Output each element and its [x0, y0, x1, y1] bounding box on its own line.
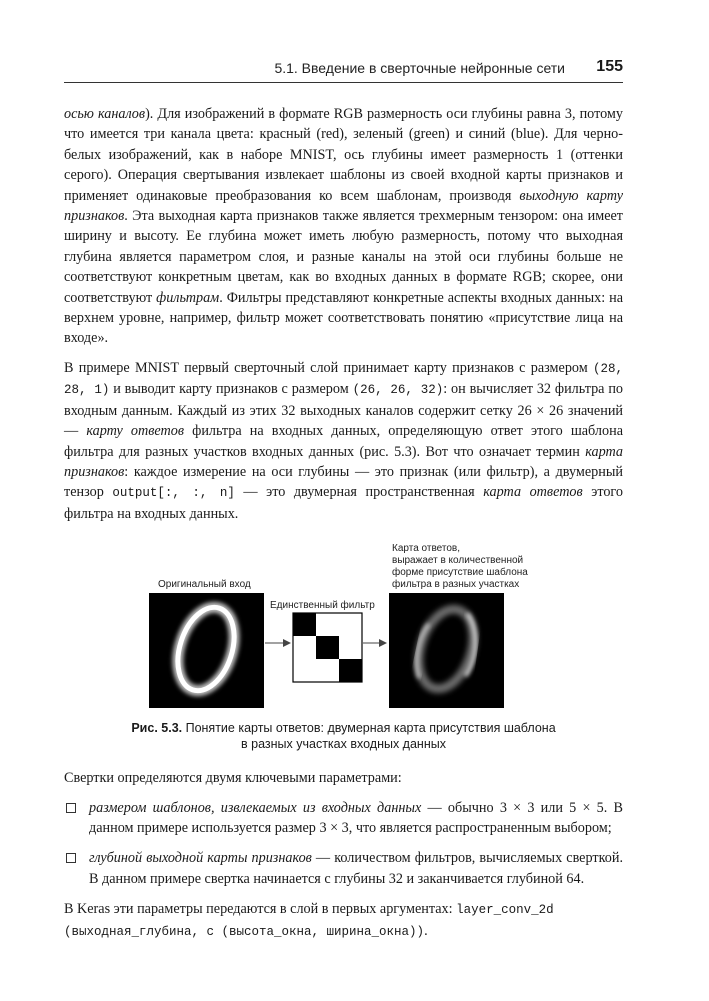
checkbox-bullet-icon — [66, 803, 76, 813]
caption-number: Рис. 5.3. — [131, 721, 183, 736]
label-single-filter: Единственный фильтр — [270, 600, 375, 612]
label-original-input: Оригинальный вход — [158, 579, 251, 591]
code-layer-conv-2d: layer_conv_2d — [456, 903, 554, 918]
code-layer-args: (выходная_глубина, c (высота_окна, ширина_окна)) — [64, 924, 425, 939]
code-input-shape: (28, 28, 1) — [64, 361, 623, 398]
checkbox-bullet-icon — [66, 853, 76, 863]
term-filters: фильтрам — [156, 289, 220, 306]
filter-kernel — [293, 613, 362, 682]
running-header-title: 5.1. Введение в сверточные нейронные сети — [274, 60, 565, 76]
term-response-map: карту ответов — [86, 423, 185, 440]
list-item: глубиной выходной карты признаков — количеством фильтров, вычисляемых сверткой. В данном примере свертка начинается с глубины 32 и заканчивается глубиной 64. — [64, 848, 623, 889]
figure-5-3 — [64, 533, 623, 708]
list-item: размером шаблонов, извлекаемых из входных данных — обычно 3 × 3 или 5 × 5. В данном примере используется размер 3 × 3, что является распространенным выбором; — [64, 798, 623, 839]
term-feature-map: карта признаков — [64, 443, 623, 480]
paragraph-1: осью каналов). Для изображений в формате RGB размерность оси глубины равна 3, потому что имеется три канала цвета: красный (red), зеленый (green) и синий (blue). Для черно-белых изображений, как в наборе MNIST, ось глубины имеет размерность 1 (оттенки серого). Операция свертывания извлекает шаблоны из своей входной карты признаков и применяет одинаковые преобразования ко всем шаблонам, производя выходную карту признаков. Эта выходная карта признаков также является трехмерным тензором: она имеет ширину и высоту. Ее глубина может иметь любую размерность, потому что выходная глубина является параметром слоя, и разные каналы на этой оси глубины больше не соответствуют конкретным цветам, как во входных данных в формате RGB; скорее, они соответствуют фильтрам. Фильтры представляют конкретные аспекты входных данных: на верхнем уровне, например, фильтр может соответствовать понятию «присутствие лица на входе». — [64, 106, 623, 347]
figure-caption: Рис. 5.3. Понятие карты ответов: двумерная карта присутствия шаблона в разных участках входных данных — [131, 721, 556, 752]
page-number: 155 — [596, 58, 623, 75]
running-header — [64, 54, 623, 83]
term-output-feature-map: выходную карту признаков — [64, 187, 623, 225]
code-output-shape: (26, 26, 32) — [352, 383, 444, 398]
page-body — [64, 104, 623, 951]
paragraph-2: В примере MNIST первый сверточный слой принимает карту признаков с размером (28, 28, 1) и выводит карту признаков с размером (26, 26, 32): он вычисляет 32 фильтра по входным данным. Каждый из этих 32 выходных каналов содержит сетку 26 × 26 значений — карту ответов фильтра на входных данных, определяющую ответ этого шаблона фильтра для разных участков входных данных (рис. 5.3). Вот что означает термин карта признаков: каждое измерение на оси глубины — это признак (или фильтр), а двумерный тензор output[:, :, n] — это двумерная пространственная карта ответов этого фильтра на входных данных. — [64, 359, 624, 522]
term-response-map-2: карта ответов — [483, 484, 583, 501]
figure-graphic — [64, 533, 623, 708]
term-channels-axis: осью каналов — [64, 106, 146, 122]
parameters-list — [64, 798, 623, 890]
code-output-slice: output[:, :, n] — [112, 486, 235, 501]
label-response-map: Карта ответов, выражает в количественной форме присутствие шаблона фильтра в разных участках — [392, 543, 528, 591]
paragraph-4: В Keras эти параметры передаются в слой в первых аргументах: layer_conv_2d (выходная_глубина, c (высота_окна, ширина_окна)). — [64, 901, 554, 939]
paragraph-3: Свертки определяются двумя ключевыми параметрами: — [64, 770, 402, 787]
